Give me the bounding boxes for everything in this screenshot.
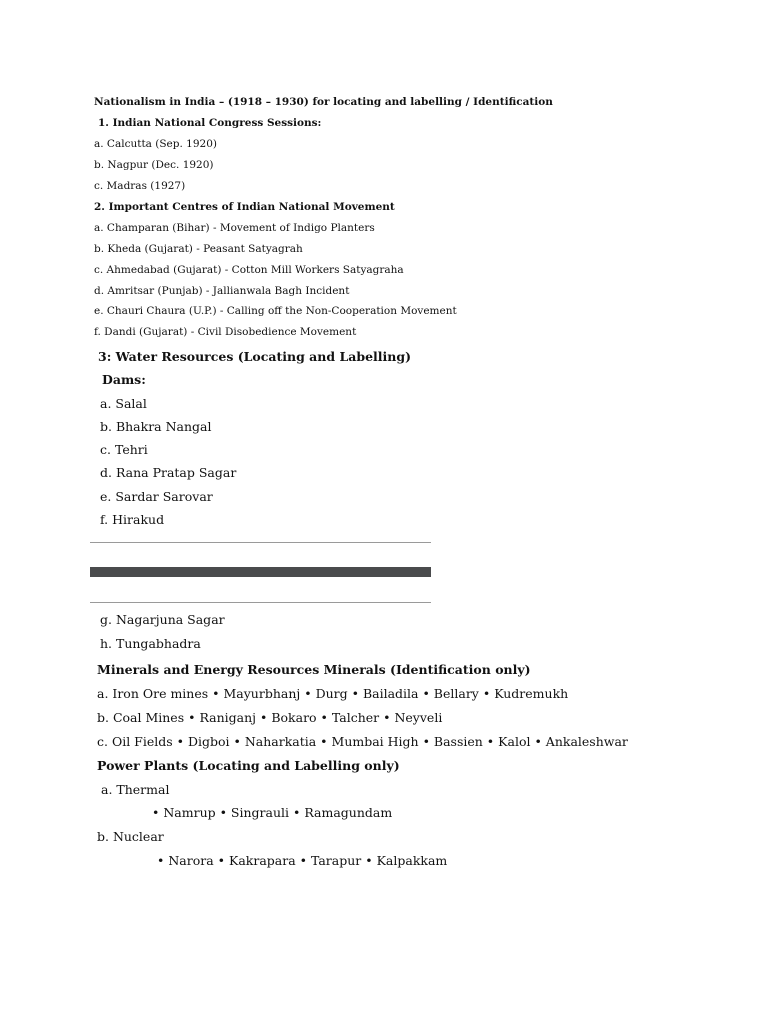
subheading-dams: Dams: [102, 372, 146, 387]
list-item: d. Amritsar (Punjab) - Jallianwala Bagh Incident [94, 285, 350, 297]
list-item: b. Coal Mines • Raniganj • Bokaro • Talcher • Neyveli [97, 710, 443, 725]
list-item: a. Champaran (Bihar) - Movement of Indigo Planters [94, 222, 375, 234]
nuclear-plant-list: • Narora • Kakrapara • Tarapur • Kalpakkam [157, 853, 448, 868]
list-item-thermal: a. Thermal [101, 782, 170, 797]
section-heading-congress-sessions: 1. Indian National Congress Sessions: [98, 117, 322, 129]
section-heading-national-movement: 2. Important Centres of Indian National Movement [94, 201, 395, 213]
list-item: f. Dandi (Gujarat) - Civil Disobedience Movement [94, 326, 357, 338]
section-heading-water-resources: 3: Water Resources (Locating and Labelling) [98, 349, 412, 364]
page-break-bar [90, 567, 431, 577]
list-item: c. Tehri [100, 442, 148, 457]
page-title: Nationalism in India – (1918 – 1930) for locating and labelling / Identification [94, 96, 553, 108]
list-item: b. Kheda (Gujarat) - Peasant Satyagrah [94, 243, 303, 255]
section-heading-power-plants: Power Plants (Locating and Labelling only) [97, 758, 400, 773]
list-item: g. Nagarjuna Sagar [100, 612, 225, 627]
list-item: b. Nagpur (Dec. 1920) [94, 159, 214, 171]
list-item: c. Oil Fields • Digboi • Naharkatia • Mumbai High • Bassien • Kalol • Ankaleshwar [97, 734, 628, 749]
list-item: c. Madras (1927) [94, 180, 186, 192]
list-item: a. Salal [100, 396, 147, 411]
thermal-plant-list: • Namrup • Singrauli • Ramagundam [152, 805, 393, 820]
list-item: b. Bhakra Nangal [100, 419, 212, 434]
list-item: f. Hirakud [100, 512, 165, 527]
list-item: h. Tungabhadra [100, 636, 201, 651]
section-heading-minerals: Minerals and Energy Resources Minerals (Identification only) [97, 662, 531, 677]
list-item: e. Chauri Chaura (U.P.) - Calling off the Non-Cooperation Movement [94, 305, 457, 317]
list-item: a. Calcutta (Sep. 1920) [94, 138, 217, 150]
list-item-nuclear: b. Nuclear [97, 829, 164, 844]
list-item: c. Ahmedabad (Gujarat) - Cotton Mill Workers Satyagraha [94, 264, 404, 276]
divider [90, 542, 431, 543]
list-item: e. Sardar Sarovar [100, 489, 213, 504]
list-item: a. Iron Ore mines • Mayurbhanj • Durg • Bailadila • Bellary • Kudremukh [97, 686, 569, 701]
divider [90, 602, 431, 603]
list-item: d. Rana Pratap Sagar [100, 465, 237, 480]
